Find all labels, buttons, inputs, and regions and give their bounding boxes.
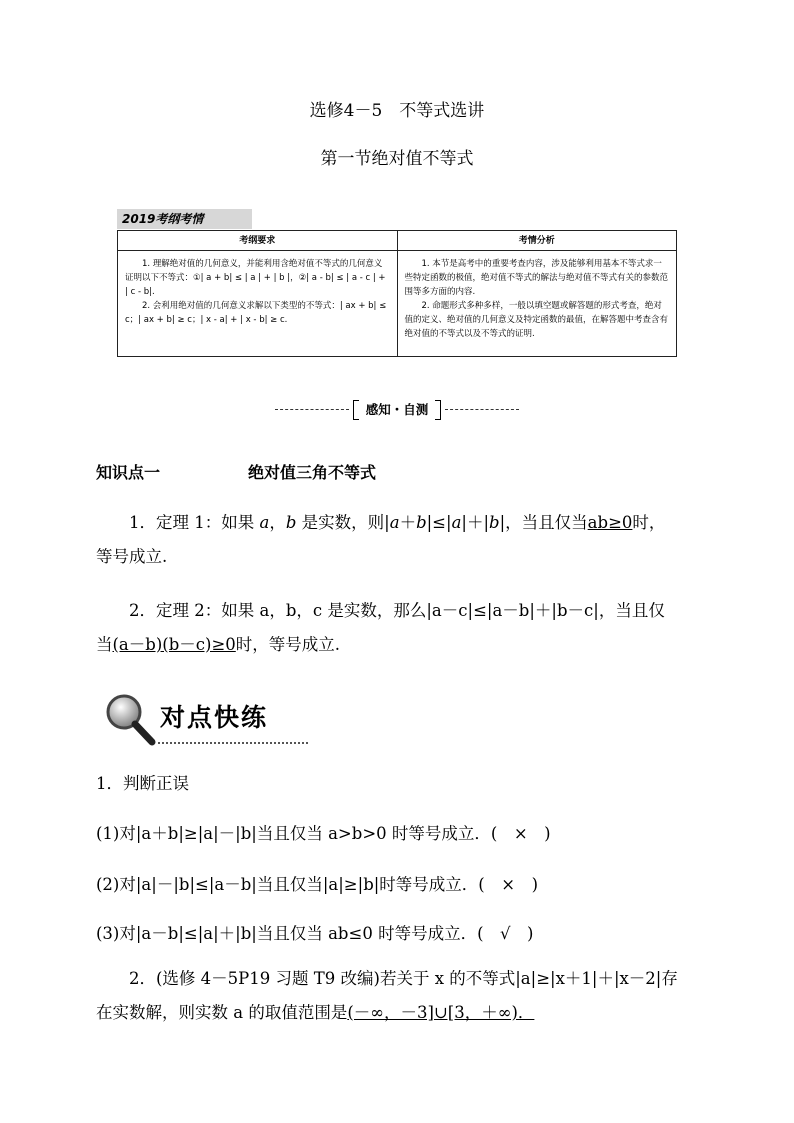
exam-table-header: [118, 231, 676, 251]
divider-dash-left: [275, 409, 349, 410]
question-1-2: (2)对|a|－|b|≤|a－b|当且仅当|a|≥|b|时等号成立．( × ): [96, 875, 539, 894]
drill-banner: [100, 690, 320, 746]
requirement-2: 2. 会利用绝对值的几何意义求解以下类型的不等式：| ax + b| ≤ c；| ax + b| ≥ c；| x - a| + | x - b| ≥ c.: [125, 301, 387, 325]
magnifier-icon: [100, 690, 160, 746]
theorem-1: 1．定理 1：如果 a，b 是实数，则|a＋b|≤|a|＋|b|，当且仅当ab≥0时， 等号成立.: [96, 513, 666, 566]
question-2: 2．(选修 4－5P19 习题 T9 改编)若关于 x 的不等式|a|≥|x＋1|＋|x－2|存 在实数解，则实数 a 的取值范围是(－∞，－3]∪[3，＋∞)．: [96, 969, 678, 1022]
divider-dash-right: [445, 409, 519, 410]
exam-outline-table: [117, 230, 677, 357]
bracket-left-icon: [353, 400, 359, 420]
exam-table-body: [118, 251, 676, 356]
drill-underline: [158, 742, 308, 744]
knowledge-point-number: 知识点一: [96, 463, 161, 482]
question-2-answer: (－∞，－3]∪[3，＋∞)．: [347, 1003, 535, 1022]
knowledge-point-title: 绝对值三角不等式: [248, 463, 377, 482]
theorem-1-answer: ab≥0: [587, 513, 633, 532]
question-1: 1．判断正误: [96, 774, 189, 793]
analysis-cell: [398, 251, 677, 356]
requirement-1: 1. 理解绝对值的几何意义，并能利用含绝对值不等式的几何意义证明以下不等式：①| a + b| ≤ | a | + | b |，②| a - b| ≤ | a - c | + | c - b|.: [125, 259, 386, 297]
section-title: 第一节绝对值不等式: [320, 149, 474, 169]
section-divider: [275, 399, 519, 421]
analysis-1: 1. 本节是高考中的重要考查内容，涉及能够利用基本不等式求一些特定函数的极值，绝对值不等式的解法与绝对值不等式有关的参数范围等多方面的内容.: [404, 259, 669, 297]
theorem-2-answer: (a－b)(b－c)≥0: [112, 635, 236, 654]
exam-outline-box: [117, 209, 677, 357]
question-1-3: (3)对|a－b|≤|a|＋|b|当且仅当 ab≤0 时等号成立．( √ ): [96, 924, 534, 943]
question-1-1: (1)对|a＋b|≥|a|－|b|当且仅当 a>b>0 时等号成立．( × ): [96, 824, 551, 843]
knowledge-point-heading: [96, 460, 377, 483]
col-requirements-header: 考纲要求: [118, 231, 398, 250]
exam-outline-tag: 2019考纲考情: [117, 209, 252, 229]
analysis-2: 2. 命题形式多种多样，一般以填空题或解答题的形式考查，绝对值的定义、绝对值的几何意义及特定函数的最值，在解答题中考查含有绝对值的不等式以及不等式的证明.: [404, 301, 669, 339]
divider-label-text: 感知・自测: [365, 402, 429, 417]
bracket-right-icon: [435, 400, 441, 420]
drill-title: 对点快练: [160, 703, 269, 732]
requirements-cell: [118, 251, 398, 356]
theorem-2: 2．定理 2：如果 a，b，c 是实数，那么|a－c|≤|a－b|＋|b－c|，当且仅 当(a－b)(b－c)≥0时，等号成立.: [96, 601, 665, 654]
col-analysis-header: 考情分析: [518, 236, 555, 246]
chapter-title: 选修4－5 不等式选讲: [309, 101, 485, 121]
divider-label: [353, 399, 441, 421]
